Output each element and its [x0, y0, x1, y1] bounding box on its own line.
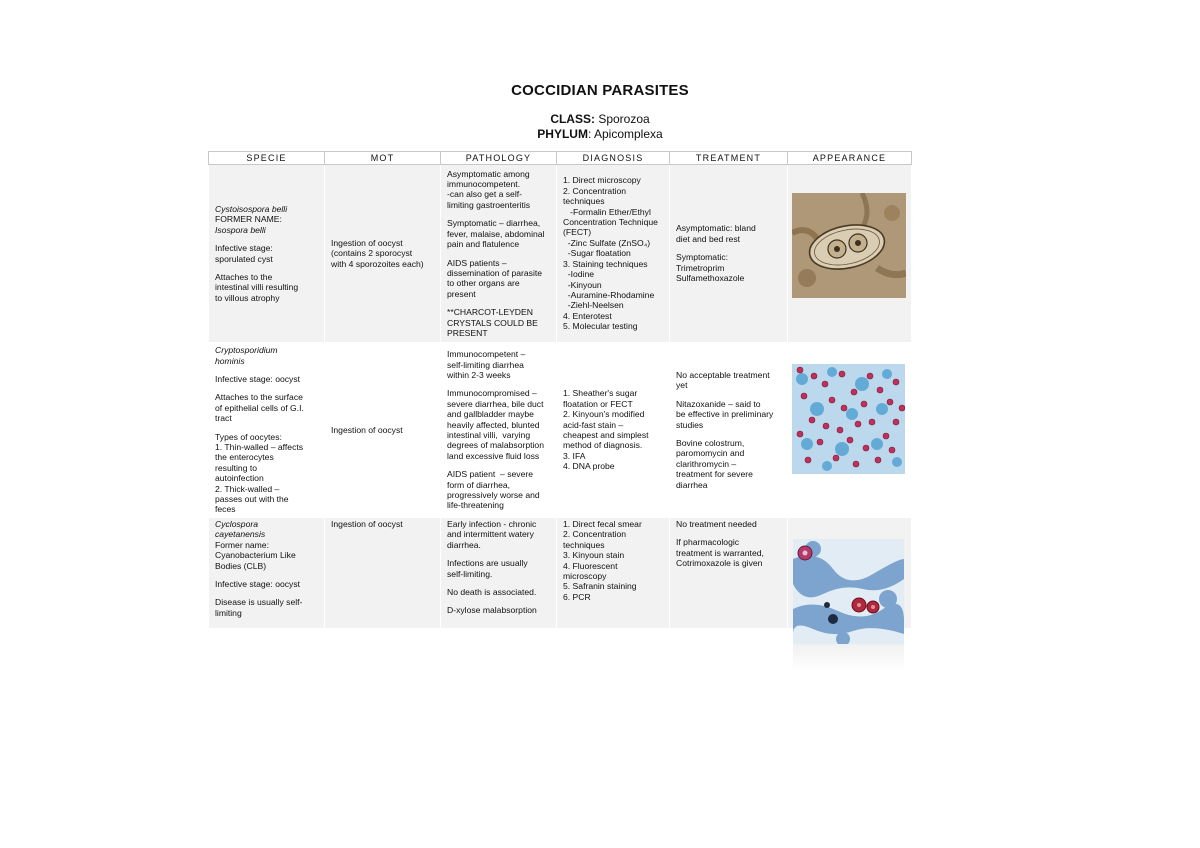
cell-line: Immunocompromised –	[447, 388, 537, 399]
specie-text: limiting	[215, 607, 242, 618]
cell-line: -can also get a self-	[447, 189, 522, 200]
cell-line: Ingestion of oocyst	[331, 519, 403, 529]
cell-line: 2. Concentration	[563, 185, 627, 196]
cell-line: Asymptomatic among	[447, 168, 530, 179]
cell-line: paromomycin and	[676, 448, 745, 459]
diagnosis-cell	[557, 165, 670, 343]
cell-line: acid-fast stain –	[563, 419, 624, 430]
cell-line: immunocompetent.	[447, 179, 521, 190]
specie-text: Former name:	[215, 539, 269, 550]
specie-text: autoinfection	[215, 473, 264, 484]
cell-line: techniques	[563, 539, 605, 550]
cell-line: 2. Concentration	[563, 529, 627, 540]
cell-line: No treatment needed	[676, 519, 757, 529]
cell-line: Symptomatic:	[676, 252, 729, 263]
cell-line: be effective in preliminary	[676, 409, 774, 420]
specie-text: to villous atrophy	[215, 292, 280, 303]
cell-line: 3. Kinyoun stain	[563, 550, 625, 561]
cell-line: self-limiting.	[447, 568, 493, 579]
cell-line: Ingestion of oocyst	[331, 237, 403, 248]
cell-line: Infections are usually	[447, 558, 528, 569]
species-name: hominis	[215, 355, 245, 366]
cell-line: floatation or FECT	[563, 398, 633, 409]
cell-line: treatment for severe	[676, 469, 753, 480]
cell-line: treatment is warranted,	[676, 547, 764, 558]
cell-line: Symptomatic – diarrhea,	[447, 218, 541, 229]
cell-line: techniques	[563, 196, 605, 207]
table-header-row	[209, 152, 912, 165]
specie-text: 2. Thick-walled –	[215, 483, 280, 494]
header-pathology: PATHOLOGY	[441, 152, 557, 165]
pathology-cell	[441, 165, 557, 343]
cell-line: 4. DNA probe	[563, 461, 615, 472]
cell-line: cheapest and simplest	[563, 430, 649, 440]
cell-line: -Sugar floatation	[563, 248, 631, 259]
treatment-cell	[670, 518, 788, 628]
cell-line: No acceptable treatment	[676, 369, 770, 380]
species-name: Cystoisospora belli	[215, 203, 288, 214]
cell-line: AIDS patient – severe	[447, 469, 533, 480]
cell-line: 2. Kinyoun's modified	[563, 409, 645, 420]
cell-line: heavily affected, blunted	[447, 419, 540, 430]
specie-text: Bodies (CLB)	[215, 560, 267, 571]
cell-line: to other organs are	[447, 278, 520, 289]
isospora-micrograph	[792, 193, 906, 298]
treatment-cell	[670, 165, 788, 343]
specie-text: Infective stage: oocyst	[215, 373, 301, 384]
cell-line: life-threatening	[447, 500, 504, 511]
cell-line: 3. IFA	[563, 450, 586, 461]
specie-text: Disease is usually self-	[215, 597, 303, 608]
specie-text: the enterocytes	[215, 452, 274, 463]
cell-line: severe diarrhea, bile duct	[447, 398, 544, 409]
header-diagnosis: DIAGNOSIS	[557, 152, 670, 165]
cell-line: 1. Direct fecal smear	[563, 519, 642, 529]
header-appearance: APPEARANCE	[788, 152, 912, 165]
cell-line: 5. Molecular testing	[563, 321, 638, 332]
specie-text: Attaches to the	[215, 271, 273, 282]
mot-cell	[325, 165, 441, 343]
treatment-cell	[670, 342, 788, 518]
header-specie: SPECIE	[209, 152, 325, 165]
image-fade	[793, 644, 904, 670]
cell-line: CRYSTALS COULD BE	[447, 317, 538, 328]
cell-line: diarrhea	[676, 479, 708, 490]
cell-line: D-xylose malabsorption	[447, 605, 537, 616]
cell-line: PRESENT	[447, 327, 488, 338]
cell-line: Cotrimoxazole is given	[676, 558, 763, 569]
cell-line: with 4 sporozoites each)	[331, 258, 424, 269]
cell-line: 1. Sheather's sugar	[563, 388, 638, 399]
specie-text: intestinal villi resulting	[215, 282, 299, 293]
cell-line: 4. Fluorescent	[563, 560, 618, 571]
cell-line: and gallbladder maybe	[447, 409, 534, 420]
cell-line: Nitazoxanide – said to	[676, 398, 761, 409]
specie-text: Types of oocytes:	[215, 431, 282, 442]
cell-line: Asymptomatic: bland	[676, 223, 756, 234]
cell-line: If pharmacologic	[676, 537, 740, 548]
cell-line: -Auramine-Rhodamine	[563, 289, 655, 300]
page-title: COCCIDIAN PARASITES	[511, 82, 689, 99]
cell-line: Immunocompetent –	[447, 349, 526, 360]
specie-text: of epithelial cells of G.I.	[215, 402, 304, 413]
cell-line: -Ziehl-Neelsen	[563, 300, 624, 311]
cell-line: diet and bed rest	[676, 233, 741, 244]
cell-line: Early infection - chronic	[447, 519, 537, 529]
pathology-cell	[441, 342, 557, 518]
specie-cell	[209, 342, 325, 518]
cell-line: 3. Staining techniques	[563, 258, 648, 269]
cell-line: microscopy	[563, 571, 607, 582]
phylum-value: : Apicomplexa	[587, 127, 663, 141]
specie-text: feces	[215, 504, 236, 515]
class-line	[0, 112, 1200, 126]
class-label: CLASS:	[550, 112, 595, 126]
cell-line: intestinal villi, varying	[447, 430, 531, 440]
cell-line: progressively worse and	[447, 490, 540, 501]
cell-line: self-limiting diarrhea	[447, 359, 524, 370]
cell-line: method of diagnosis.	[563, 440, 643, 451]
specie-text: Infective stage: oocyst	[215, 579, 301, 590]
cell-line: present	[447, 288, 476, 299]
specie-text: tract	[215, 413, 232, 424]
cell-line: 1. Direct microscopy	[563, 175, 641, 186]
mot-cell	[325, 518, 441, 628]
pathology-cell	[441, 518, 557, 628]
cell-line: clarithromycin –	[676, 458, 737, 469]
cell-line: 4. Enterotest	[563, 310, 612, 321]
species-name: cayetanensis	[215, 529, 266, 540]
cell-line: form of diarrhea,	[447, 479, 511, 490]
cell-line: Ingestion of oocyst	[331, 424, 403, 435]
species-name: Cyclospora	[215, 519, 258, 529]
header-treatment: TREATMENT	[670, 152, 788, 165]
cell-line: pain and flatulence	[447, 239, 520, 250]
cell-line: degrees of malabsorption	[447, 440, 544, 451]
cell-line: -Formalin Ether/Ethyl	[563, 206, 651, 217]
mot-cell	[325, 342, 441, 518]
class-value: Sporozoa	[594, 112, 650, 126]
cell-line: Sulfamethoxazole	[676, 273, 745, 284]
cell-line: No death is associated.	[447, 587, 537, 598]
cryptosporidium-micrograph	[792, 364, 905, 474]
cell-line: within 2-3 weeks	[447, 369, 511, 380]
phylum-label: PHYLUM	[537, 127, 588, 141]
header-mot: MOT	[325, 152, 441, 165]
cell-line: diarrhea.	[447, 539, 481, 550]
cell-line: limiting gastroenteritis	[447, 199, 531, 210]
cell-line: land excessive fluid loss	[447, 450, 540, 461]
cell-line: (contains 2 sporocyst	[331, 248, 413, 259]
specie-text: resulting to	[215, 462, 258, 473]
specie-text: 1. Thin-walled – affects	[215, 442, 304, 452]
specie-text: sporulated cyst	[215, 253, 273, 264]
species-former-name: Isospora belli	[215, 224, 266, 235]
cell-line: -Iodine	[563, 269, 595, 280]
specie-text: passes out with the	[215, 494, 289, 505]
cell-line: yet	[676, 380, 688, 391]
cell-line: 6. PCR	[563, 591, 591, 602]
cell-line: (FECT)	[563, 227, 592, 238]
specie-text: Infective stage:	[215, 243, 273, 254]
cell-line: and intermittent watery	[447, 529, 534, 540]
specie-text: Cyanobacterium Like	[215, 550, 296, 561]
cell-line: Concentration Technique	[563, 217, 658, 228]
cell-line: AIDS patients –	[447, 257, 507, 268]
diagnosis-cell	[557, 518, 670, 628]
cell-line: Bovine colostrum,	[676, 438, 745, 448]
specie-cell	[209, 165, 325, 343]
specie-cell	[209, 518, 325, 628]
cell-line: dissemination of parasite	[447, 267, 543, 278]
cell-line: studies	[676, 419, 704, 430]
cell-line: 5. Safranin staining	[563, 581, 637, 592]
cell-line: **CHARCOT-LEYDEN	[447, 307, 533, 318]
cell-line: fever, malaise, abdominal	[447, 228, 545, 239]
cell-line: -Zinc Sulfate (ZnSO₄)	[563, 237, 651, 248]
diagnosis-cell	[557, 342, 670, 518]
cell-line: -Kinyoun	[563, 279, 602, 290]
specie-text: FORMER NAME:	[215, 214, 282, 225]
cell-line: Trimetroprim	[676, 262, 725, 273]
species-name: Cryptosporidium	[215, 345, 278, 356]
cyclospora-micrograph	[793, 539, 904, 644]
specie-text: Attaches to the surface	[215, 392, 303, 403]
phylum-line	[0, 127, 1200, 141]
